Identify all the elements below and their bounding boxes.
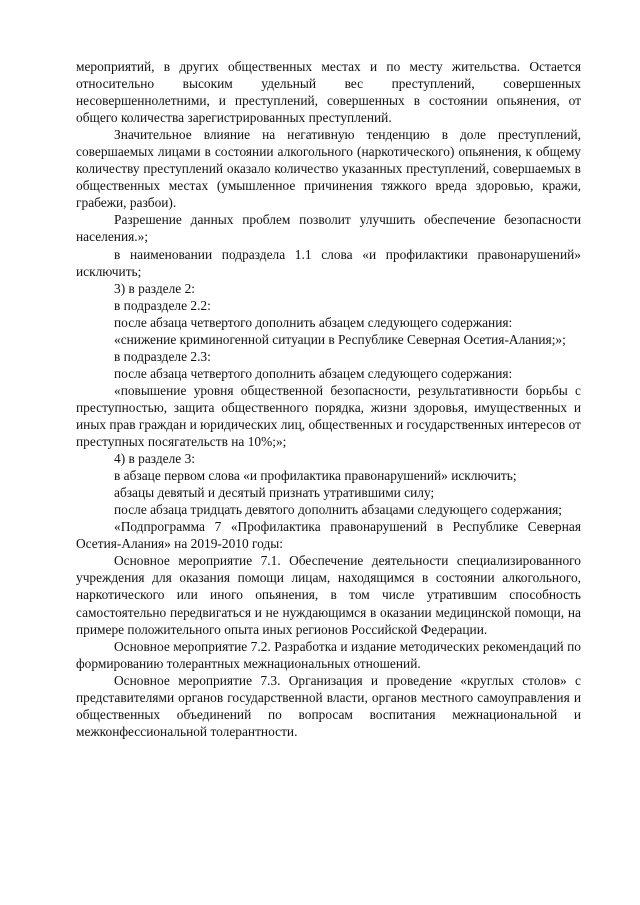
paragraph-1: мероприятий, в других общественных местах и по месту жительства. Остается относительно высоким удельный вес преступлений, совершенных несовершеннолетними, и преступлений, совершенных в состоянии опьянения, от общего количества зарегистрированных преступлений. (76, 59, 581, 126)
paragraph-17: Основное мероприятие 7.1. Обеспечение деятельности специализированного учреждения для оказания помощи лицам, находящимся в состоянии алкогольного, наркотического или иного опьянения, в том числе утратившим способность самостоятельно передвигаться и не нуждающимся в оказании медицинской помощи, на примере положительного опыта иных регионов Российской Федерации. (76, 553, 581, 637)
paragraph-4: в наименовании подраздела 1.1 слова «и профилактики правонарушений» исключить; (76, 246, 581, 279)
paragraph-11: «повышение уровня общественной безопасности, результативности борьбы с преступностью, защита общественного порядка, жизни здоровья, имущественных и иных прав граждан и юридических лиц, общественных и государственных интересов от преступных посягательств на 10%;»; (76, 382, 581, 450)
paragraph-9: в подразделе 2.3: (114, 348, 211, 364)
paragraph-13: в абзаце первом слова «и профилактика правонарушений» исключить; (114, 468, 517, 484)
paragraph-3: Разрешение данных проблем позволит улучшить обеспечение безопасности населения.»; (76, 212, 581, 245)
paragraph-10: после абзаца четвертого дополнить абзацем следующего содержания: (114, 365, 513, 381)
paragraph-14: абзацы девятый и десятый признать утратившими силу; (114, 485, 435, 501)
document-page (76, 58, 581, 740)
paragraph-18: Основное мероприятие 7.2. Разработка и издание методических рекомендаций по формированию толерантных межнациональных отношений. (76, 638, 581, 671)
paragraph-16: «Подпрограмма 7 «Профилактика правонарушений в Республике Северная Осетия-Алания» на 2019-2010 годы: (76, 519, 581, 552)
paragraph-7: после абзаца четвертого дополнить абзацем следующего содержания: (114, 314, 513, 330)
paragraph-19: Основное мероприятие 7.3. Организация и проведение «круглых столов» с представителями органов государственной власти, органов местного самоуправления и общественных объединений по вопросам воспитания межнациональной и межконфессиональной толерантности. (76, 672, 581, 739)
paragraph-15: после абзаца тридцать девятого дополнить абзацами следующего содержания; (114, 502, 563, 518)
paragraph-6: в подразделе 2.2: (114, 297, 211, 313)
paragraph-12: 4) в разделе 3: (114, 451, 196, 467)
paragraph-8: «снижение криминогенной ситуации в Республике Северная Осетия-Алания;»; (114, 331, 566, 347)
paragraph-2: Значительное влияние на негативную тенденцию в доле преступлений, совершаемых лицами в состоянии алкогольного (наркотического) опьянения, к общему количеству преступлений оказало количество указанных преступлений, совершаемых в общественных местах (умышленное причинения тяжкого вреда здоровью, кражи, грабежи, разбои). (76, 127, 581, 211)
paragraph-5: 3) в разделе 2: (114, 280, 196, 296)
